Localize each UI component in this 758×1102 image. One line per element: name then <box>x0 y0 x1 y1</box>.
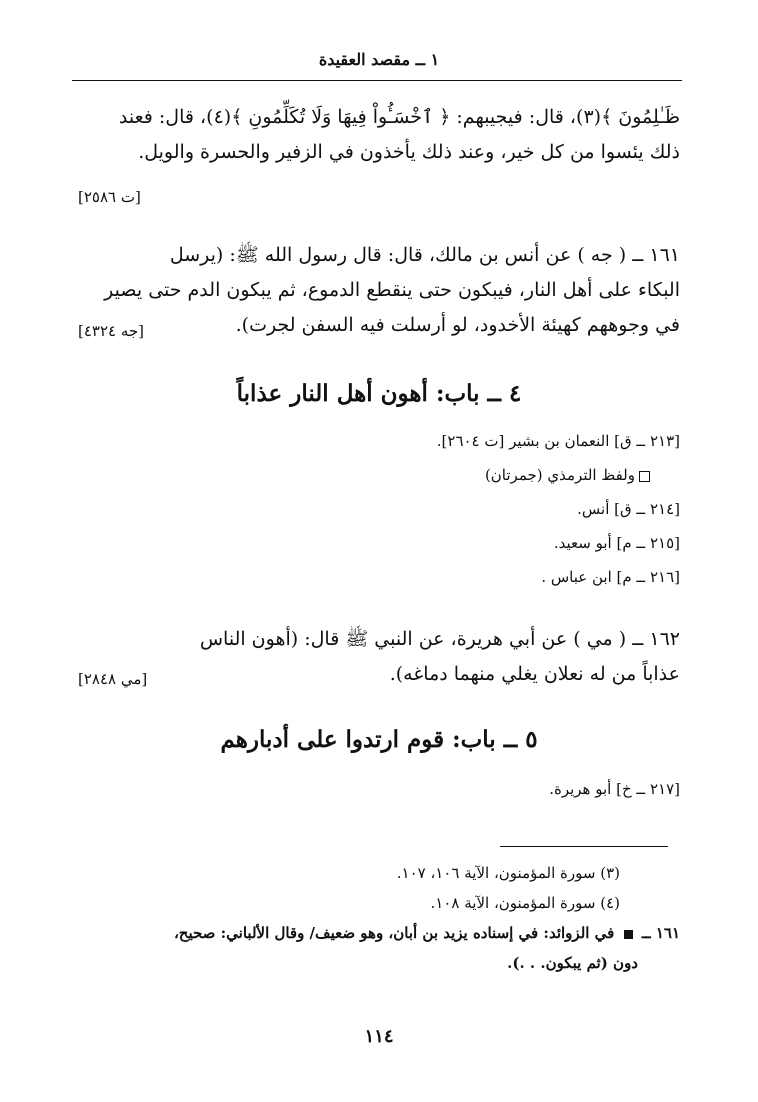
text-line: ١٦١ ــ ( جه ) عن أنس بن مالك، قال: قال رسول الله ﷺ: (يرسل <box>169 244 680 266</box>
text-line: عذاباً من له نعلان يغلي منهما دماغه). <box>389 663 680 685</box>
hadith-161 <box>78 238 680 343</box>
list-item: [٢١٧ ــ خ] أبو هريرة. <box>549 780 680 798</box>
text-line: البكاء على أهل النار، فيبكون حتى ينقطع الدموع، ثم يبكون الدم حتى يصير <box>104 279 680 301</box>
header-rule <box>72 80 682 81</box>
list-item <box>120 458 680 492</box>
footnote-3: (٣) سورة المؤمنون، الآية ١٠٦، ١٠٧. <box>396 864 620 882</box>
hadith-162 <box>78 622 680 692</box>
reference-tirmidhi: [ت ٢٥٨٦] <box>78 188 141 206</box>
takhrij-list-5 <box>120 772 680 806</box>
reference-darimi: [مي ٢٨٤٨] <box>78 670 148 688</box>
list-item: [٢١٥ ــ م] أبو سعيد. <box>553 534 680 552</box>
text-line: ١٦٢ ــ ( مي ) عن أبي هريرة، عن النبي ﷺ قال: (أهون الناس <box>199 628 680 650</box>
list-item-text: ولفظ الترمذي (جمرتان) <box>484 466 635 484</box>
list-item: [٢١٤ ــ ق] أنس. <box>577 500 680 518</box>
text-line: ظَـٰلِمُونَ ﴾(٣)، قال: فيجيبهم: ﴿ ٱخْسَـُٔواْ فِيهَا وَلَا تُكَلِّمُونِ ﴾(٤)، قال: فعند <box>118 106 680 128</box>
filled-square-icon <box>624 930 633 939</box>
square-icon <box>639 471 650 482</box>
footnote-161-continuation: دون (ثم يبكون. . .). <box>507 954 638 972</box>
footnote-161-text: في الزوائد: في إسناده يزيد بن أبان، وهو ضعيف/ وقال الألباني: صحيح، <box>173 924 615 942</box>
footnote-rule <box>500 846 668 847</box>
list-item: [٢١٦ ــ م] ابن عباس . <box>541 568 680 586</box>
chapter-heading-4: ٤ ــ باب: أهون أهل النار عذاباً <box>236 380 522 407</box>
text-line: في وجوههم كهيئة الأخدود، لو أرسلت فيه السفن لجرت). <box>235 314 680 336</box>
running-header: ١ ــ مقصد العقيدة <box>318 50 440 69</box>
hadith-continuation <box>78 100 680 170</box>
chapter-heading-5: ٥ ــ باب: قوم ارتدوا على أدبارهم <box>220 726 538 753</box>
list-item: [٢١٣ ــ ق] النعمان بن بشير [ت ٢٦٠٤]. <box>436 432 680 450</box>
footnote-4: (٤) سورة المؤمنون، الآية ١٠٨. <box>430 894 620 912</box>
reference-ibn-majah: [جه ٤٣٢٤] <box>78 322 145 340</box>
footnotes <box>78 858 680 978</box>
footnote-161-number: ١٦١ ــ <box>641 924 680 942</box>
text-line: ذلك يئسوا من كل خير، وعند ذلك يأخذون في الزفير والحسرة والويل. <box>138 141 680 163</box>
page-number: ١١٤ <box>364 1026 394 1047</box>
footnote-161 <box>78 918 680 948</box>
takhrij-list-4 <box>120 424 680 594</box>
